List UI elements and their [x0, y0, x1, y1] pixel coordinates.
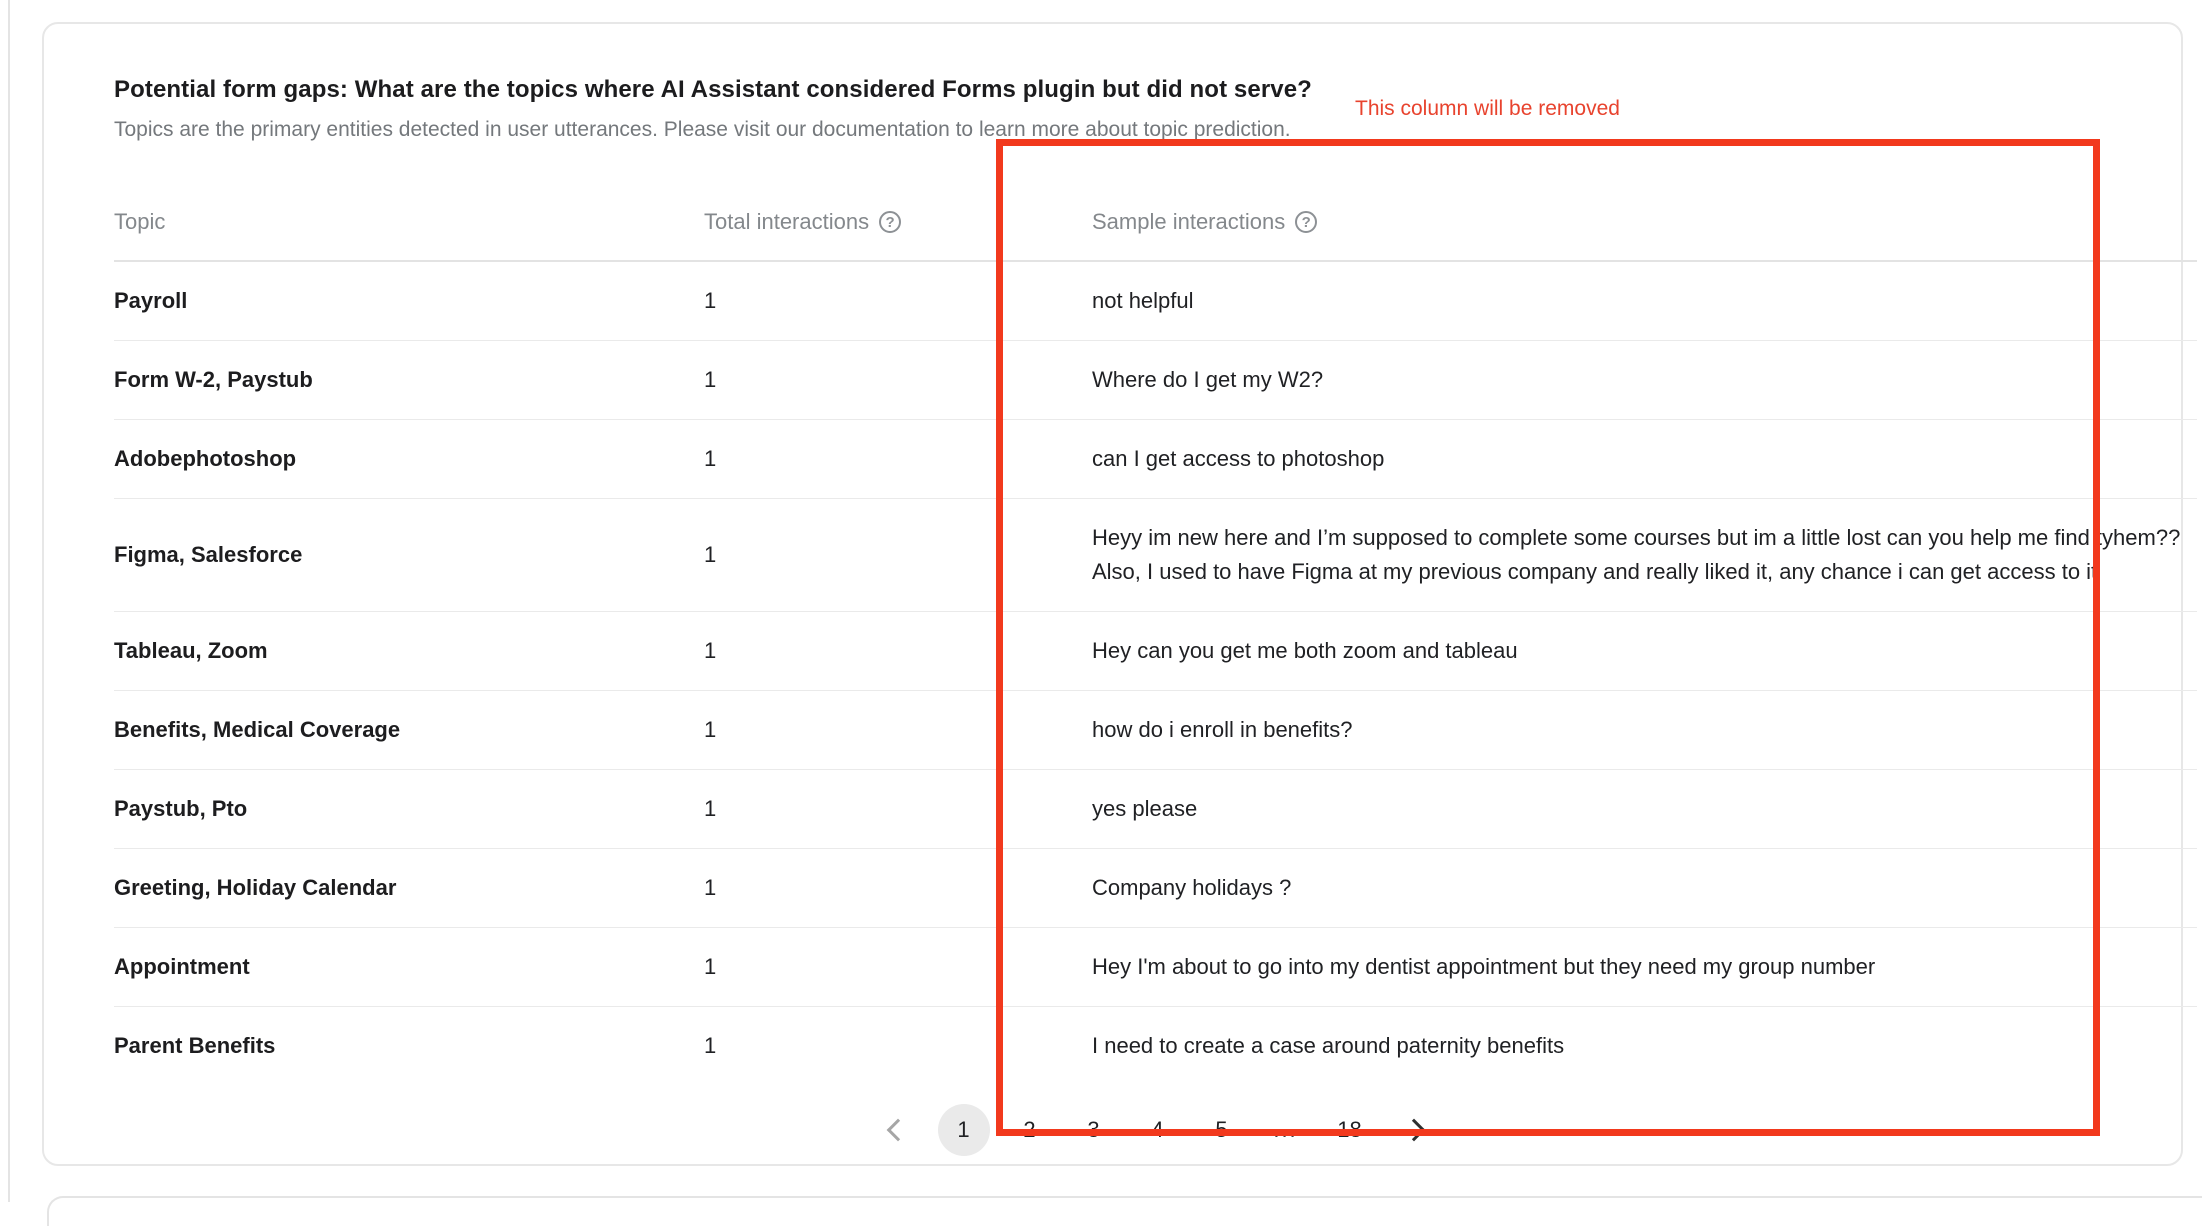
column-header-topic [114, 209, 704, 235]
pagination-page-18[interactable]: 18 [1326, 1104, 1374, 1156]
sample-interaction-cell [1092, 612, 2197, 690]
total-interactions-value: 1 [704, 954, 717, 979]
column-header-sample-interactions [1092, 209, 2197, 235]
table-row [114, 1007, 2197, 1085]
table-row [114, 341, 2197, 420]
pagination-page-4[interactable]: 4 [1134, 1104, 1182, 1156]
topic-cell [114, 341, 704, 419]
table-row [114, 420, 2197, 499]
total-interactions-value: 1 [704, 542, 717, 567]
sample-interaction-text: Where do I get my W2? [1092, 367, 1324, 392]
column-header-total-interactions-label: Total interactions [704, 209, 870, 234]
total-interactions-cell [704, 612, 1092, 690]
total-interactions-cell [704, 341, 1092, 419]
pagination-page-3[interactable]: 3 [1070, 1104, 1118, 1156]
table-row [114, 928, 2197, 1007]
sample-interaction-text: Heyy im new here and I’m supposed to complete some courses but im a little lost can you help me find tyhem?? Also, I used to have Figma at my previous company and really liked it, any chance i can get access to it [1092, 525, 2181, 584]
topic-label: Adobephotoshop [114, 446, 297, 471]
topic-label: Form W-2, Paystub [114, 367, 313, 392]
sample-interaction-text: how do i enroll in benefits? [1092, 717, 1353, 742]
topic-label: Appointment [114, 954, 250, 979]
topic-cell [114, 928, 704, 1006]
total-interactions-cell [704, 420, 1092, 498]
next-card-top-edge [47, 1196, 2202, 1226]
chevron-left-icon [886, 1119, 909, 1142]
topic-cell [114, 262, 704, 340]
total-interactions-cell [704, 1007, 1092, 1085]
help-icon[interactable]: ? [1295, 211, 1317, 233]
sample-interaction-text: Hey I'm about to go into my dentist appointment but they need my group number [1092, 954, 1876, 979]
topics-card [42, 22, 2183, 1166]
total-interactions-cell [704, 928, 1092, 1006]
pagination-ellipsis: ... [1262, 1104, 1310, 1156]
topic-label: Figma, Salesforce [114, 542, 303, 567]
pagination-page-5[interactable]: 5 [1198, 1104, 1246, 1156]
topic-label: Greeting, Holiday Calendar [114, 875, 397, 900]
table-row [114, 262, 2197, 341]
topic-cell [114, 612, 704, 690]
total-interactions-value: 1 [704, 367, 717, 392]
sample-interaction-text: yes please [1092, 796, 1198, 821]
column-header-sample-interactions-label: Sample interactions [1092, 209, 1286, 234]
pagination-page-2[interactable]: 2 [1006, 1104, 1054, 1156]
annotation-text: This column will be removed [1355, 97, 1620, 120]
total-interactions-value: 1 [704, 638, 717, 663]
sample-interaction-cell [1092, 928, 2197, 1006]
table-body [114, 262, 2197, 1085]
pagination [114, 1088, 2197, 1172]
pagination-page-1[interactable]: 1 [938, 1104, 990, 1156]
sample-interaction-cell [1092, 1007, 2197, 1085]
total-interactions-cell [704, 691, 1092, 769]
page-left-divider [8, 0, 10, 1202]
topic-cell [114, 691, 704, 769]
sample-interaction-cell [1092, 341, 2197, 419]
table-row [114, 691, 2197, 770]
table-row [114, 612, 2197, 691]
sample-interaction-text: I need to create a case around paternity benefits [1092, 1033, 1565, 1058]
sample-interaction-cell [1092, 262, 2197, 340]
total-interactions-value: 1 [704, 288, 717, 313]
table-header-row [114, 184, 2197, 262]
card-title: Potential form gaps: What are the topics where AI Assistant considered Forms plugin but did not serve? [114, 76, 1312, 103]
table-row [114, 849, 2197, 928]
total-interactions-cell [704, 849, 1092, 927]
topic-label: Benefits, Medical Coverage [114, 717, 401, 742]
total-interactions-cell [704, 499, 1092, 611]
sample-interaction-cell [1092, 849, 2197, 927]
column-header-total-interactions [704, 209, 1092, 235]
total-interactions-value: 1 [704, 875, 717, 900]
pagination-next-button[interactable] [1390, 1104, 1438, 1156]
topics-table [114, 184, 2197, 1085]
topic-label: Payroll [114, 288, 188, 313]
chevron-right-icon [1402, 1119, 1425, 1142]
sample-interaction-text: not helpful [1092, 288, 1194, 313]
topic-cell [114, 420, 704, 498]
help-icon[interactable]: ? [879, 211, 901, 233]
topic-label: Parent Benefits [114, 1033, 276, 1058]
column-header-topic-label: Topic [114, 209, 166, 234]
table-row [114, 770, 2197, 849]
sample-interaction-text: Hey can you get me both zoom and tableau [1092, 638, 1518, 663]
total-interactions-value: 1 [704, 796, 717, 821]
sample-interaction-cell [1092, 770, 2197, 848]
topic-label: Paystub, Pto [114, 796, 248, 821]
topic-cell [114, 499, 704, 611]
sample-interaction-cell [1092, 420, 2197, 498]
table-row [114, 499, 2197, 612]
topic-cell [114, 849, 704, 927]
card-subtitle: Topics are the primary entities detected in user utterances. Please visit our documentation to learn more about topic prediction. [114, 118, 1291, 141]
sample-interaction-text: can I get access to photoshop [1092, 446, 1385, 471]
pagination-prev-button[interactable] [874, 1104, 922, 1156]
topic-label: Tableau, Zoom [114, 638, 268, 663]
total-interactions-value: 1 [704, 446, 717, 471]
topic-cell [114, 770, 704, 848]
total-interactions-value: 1 [704, 717, 717, 742]
topic-cell [114, 1007, 704, 1085]
total-interactions-cell [704, 262, 1092, 340]
sample-interaction-text: Company holidays ? [1092, 875, 1292, 900]
sample-interaction-cell [1092, 499, 2197, 611]
total-interactions-cell [704, 770, 1092, 848]
total-interactions-value: 1 [704, 1033, 717, 1058]
sample-interaction-cell [1092, 691, 2197, 769]
